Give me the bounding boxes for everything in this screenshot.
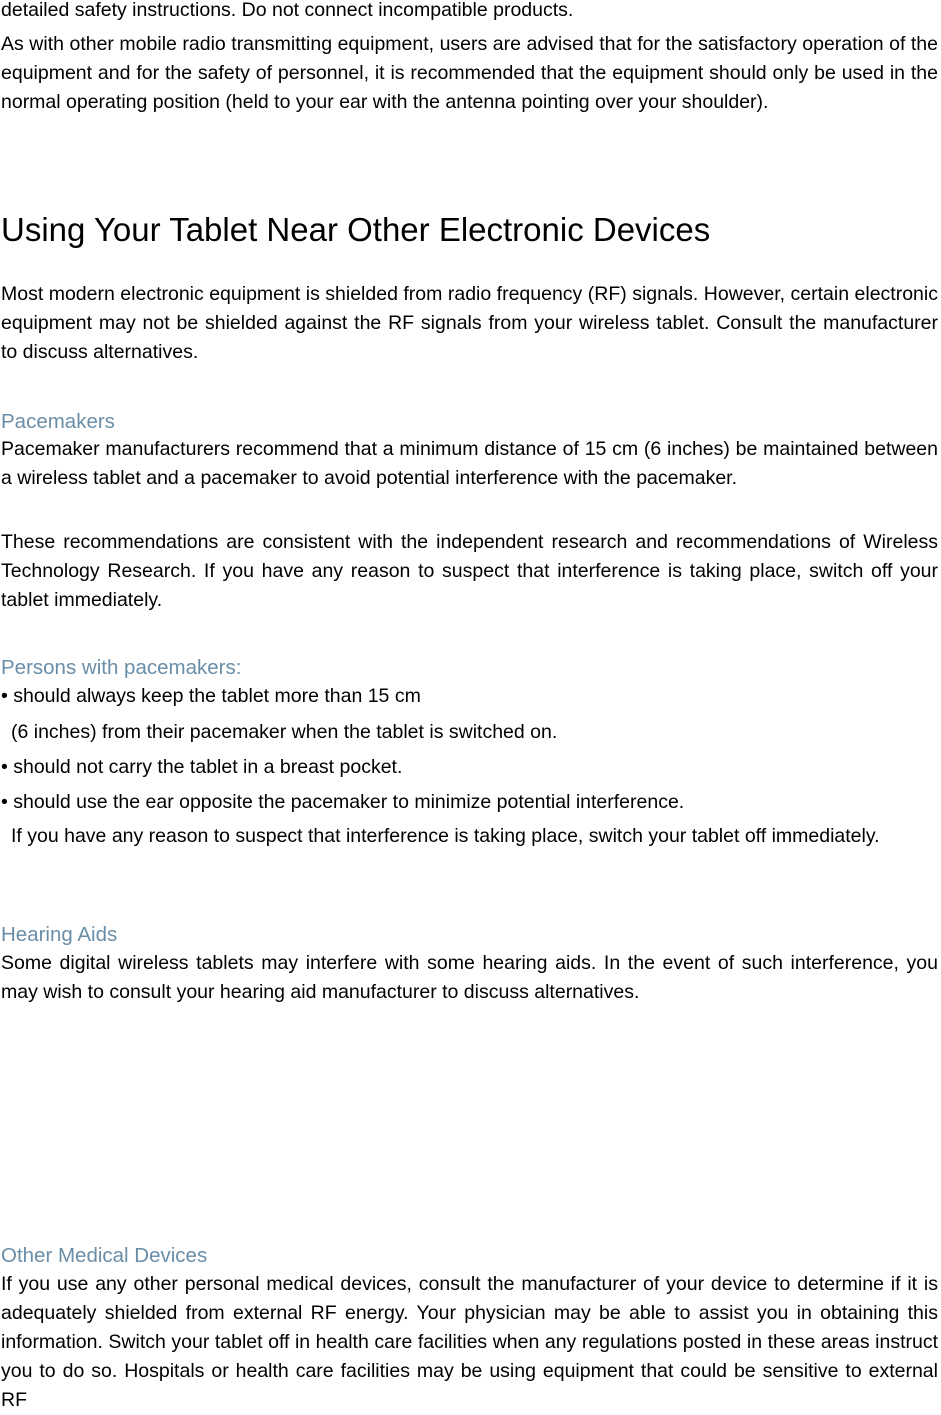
medical-devices-paragraph: If you use any other personal medical devices, consult the manufacturer of your device to determine if it is adequately shielded from external RF energy. Your physician may be able to assist you in obtaining this information. Switch your tablet off in health care facilities when any regulations posted in these areas instruct you to do so. Hospitals or health care facilities may be using equipment that could be sensitive to external RF <box>1 1273 938 1411</box>
section-title: Using Your Tablet Near Other Electronic Devices <box>1 211 711 248</box>
persons-bullet-1-continued: (6 inches) from their pacemaker when the tablet is switched on. <box>11 721 558 743</box>
persons-heading: Persons with pacemakers: <box>1 656 242 679</box>
pacemakers-heading: Pacemakers <box>1 410 115 433</box>
section-paragraph: Most modern electronic equipment is shielded from radio frequency (RF) signals. However, certain electronic equipment may not be shielded against the RF signals from your wireless tablet. Consult the manufacturer to discuss alternatives. <box>1 283 938 363</box>
persons-bullet-1: • should always keep the tablet more than 15 cm <box>1 685 421 707</box>
persons-bullet-2: • should not carry the tablet in a breast pocket. <box>1 756 403 778</box>
medical-devices-heading: Other Medical Devices <box>1 1244 208 1267</box>
hearing-aids-heading: Hearing Aids <box>1 923 118 946</box>
persons-bullet-3: • should use the ear opposite the pacemaker to minimize potential interference. <box>1 791 685 813</box>
pacemakers-paragraph-1: Pacemaker manufacturers recommend that a minimum distance of 15 cm (6 inches) be maintained between a wireless tablet and a pacemaker to avoid potential interference with the pacemaker. <box>1 438 938 489</box>
intro-line: detailed safety instructions. Do not connect incompatible products. <box>1 0 574 21</box>
hearing-aids-paragraph: Some digital wireless tablets may interfere with some hearing aids. In the event of such interference, you may wish to consult your hearing aid manufacturer to discuss alternatives. <box>1 952 938 1003</box>
pacemakers-paragraph-2: These recommendations are consistent with the independent research and recommendations of Wireless Technology Research. If you have any reason to suspect that interference is taking place, switch off your tablet immediately. <box>1 531 938 611</box>
intro-paragraph: As with other mobile radio transmitting equipment, users are advised that for the satisfactory operation of the equipment and for the safety of personnel, it is recommended that the equipment should only be used in the normal operating position (held to your ear with the antenna pointing over your shoulder). <box>1 33 938 113</box>
persons-note: If you have any reason to suspect that interference is taking place, switch your tablet off immediately. <box>11 825 880 847</box>
